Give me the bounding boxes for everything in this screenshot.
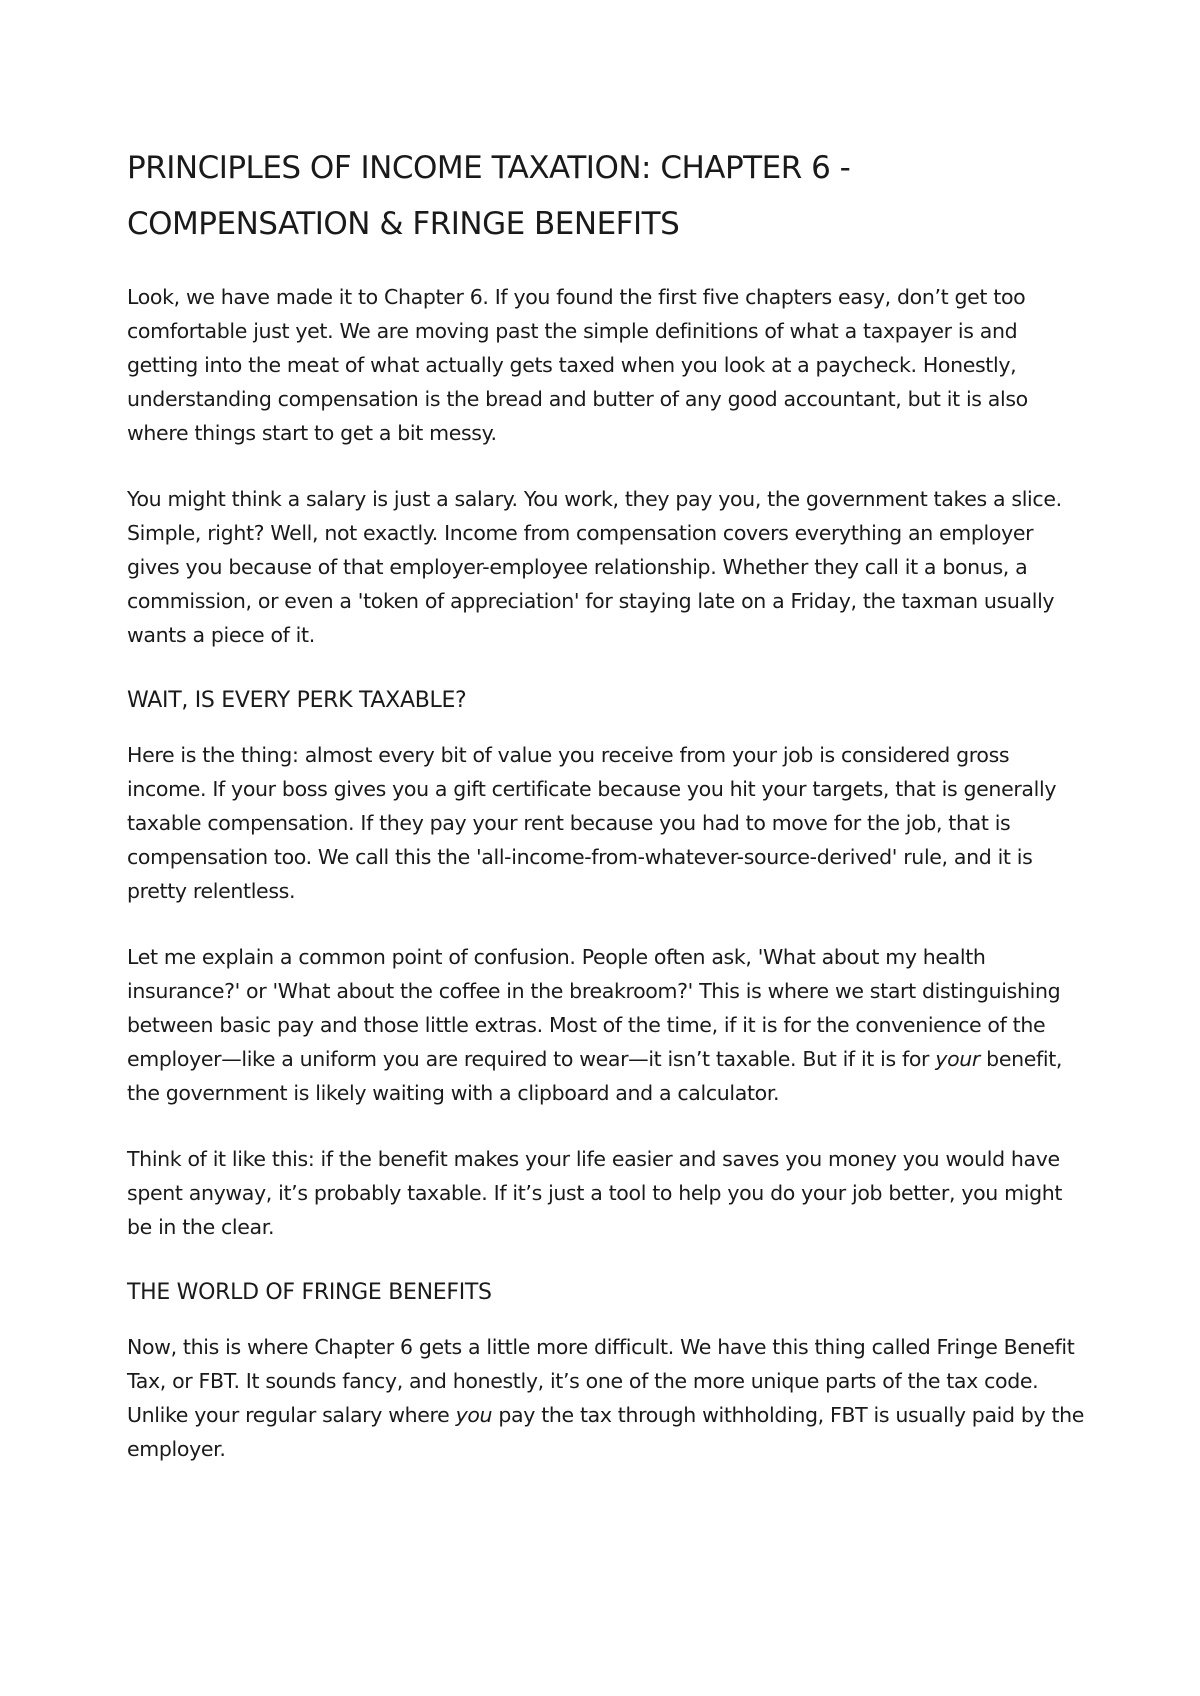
perks-paragraph-1: Here is the thing: almost every bit of value you receive from your job is considered gross income. If your boss gives you a gift certificate because you hit your targets, that is generally taxable compensation. If they pay your rent because you had to move for the job, that is compensation too. We call this the 'all-income-from-whatever-source-derived' rule, and it is pretty relentless.	[127, 743, 1057, 903]
fringe-paragraph-1	[127, 1330, 1087, 1466]
document-page	[127, 140, 1087, 1498]
perks-paragraph-2	[127, 940, 1087, 1110]
emphasis-text: you	[455, 1403, 493, 1427]
perks-paragraph-3: Think of it like this: if the benefit makes your life easier and saves you money you would have spent anyway, it’s probably taxable. If it’s just a tool to help you do your job better, you might be in the clear.	[127, 1147, 1063, 1239]
document-title: PRINCIPLES OF INCOME TAXATION: CHAPTER 6 - COMPENSATION & FRINGE BENEFITS	[127, 150, 851, 242]
text-run: pay the tax through withholding, FBT is usually paid by the employer.	[127, 1403, 1085, 1461]
text-run: Now, this is where Chapter 6 gets a little more difficult. We have this thing called Fringe Benefit Tax, or FBT. It sounds fancy, and honestly, it’s one of the more unique parts of the tax code. Unlike your regular salary where	[127, 1335, 1075, 1427]
section-heading-perks: WAIT, IS EVERY PERK TAXABLE?	[127, 688, 467, 713]
intro-paragraph-2: You might think a salary is just a salary. You work, they pay you, the government takes a slice. Simple, right? Well, not exactly. Income from compensation covers everything an employer gives you because of that employer-employee relationship. Whether they call it a bonus, a commission, or even a 'token of appreciation' for staying late on a Friday, the taxman usually wants a piece of it.	[127, 487, 1062, 647]
emphasis-text: your	[935, 1047, 980, 1071]
section-heading-fringe-benefits: THE WORLD OF FRINGE BENEFITS	[127, 1280, 492, 1305]
text-run: Let me explain a common point of confusion. People often ask, 'What about my health insurance?' or 'What about the coffee in the breakroom?' This is where we start distinguishing between basic pay and those little extras. Most of the time, if it is for the convenience of the employer—like a uniform you are required to wear—it isn’t taxable. But if it is for	[127, 945, 1061, 1071]
intro-paragraph-1: Look, we have made it to Chapter 6. If you found the first five chapters easy, don’t get too comfortable just yet. We are moving past the simple definitions of what a taxpayer is and getting into the meat of what actually gets taxed when you look at a paycheck. Honestly, understanding compensation is the bread and butter of any good accountant, but it is also where things start to get a bit messy.	[127, 285, 1028, 445]
text-run: benefit, the government is likely waiting with a clipboard and a calculator.	[127, 1047, 1063, 1105]
